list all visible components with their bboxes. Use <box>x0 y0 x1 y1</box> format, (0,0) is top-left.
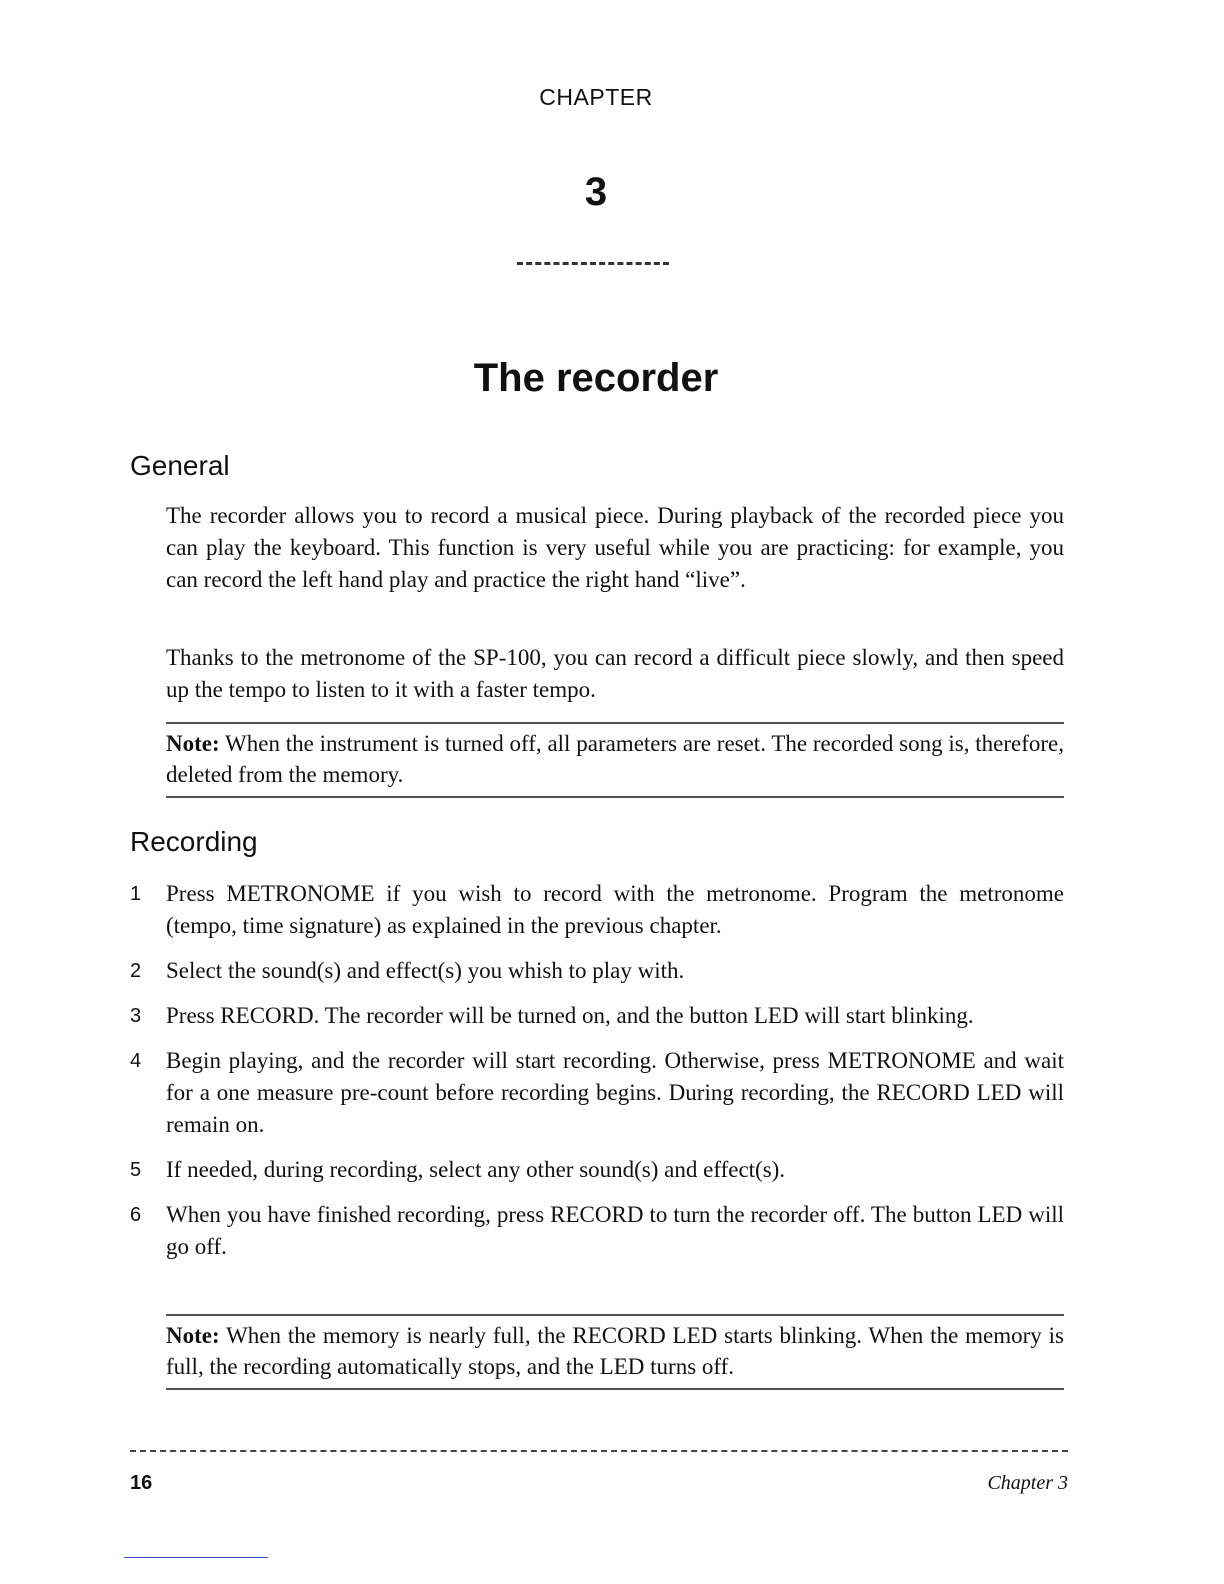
step-number: 5 <box>130 1159 142 1181</box>
step-text: When you have finished recording, press RECORD to turn the recorder off. The button LED will go off. <box>166 1202 1064 1259</box>
step-text: If needed, during recording, select any other sound(s) and effect(s). <box>166 1157 786 1182</box>
chapter-label: CHAPTER <box>539 84 653 110</box>
step-number: 1 <box>130 883 142 905</box>
step-item <box>130 1000 1064 1032</box>
note-text: When the memory is nearly full, the RECORD LED starts blinking. When the memory is full, the recording automatically stops, and the LED turns off. <box>166 1323 1064 1379</box>
step-item <box>130 1154 1064 1186</box>
recording-steps <box>130 878 1064 1276</box>
chapter-divider <box>517 262 669 265</box>
general-paragraph-1: The recorder allows you to record a musical piece. During playback of the recorded piece you can play the keyboard. This function is very useful while you are practicing: for example, you can record the left hand play and practice the right hand “live”. <box>166 503 1064 592</box>
recording-note <box>166 1314 1064 1390</box>
footer-chapter: Chapter 3 <box>987 1472 1068 1494</box>
step-number: 2 <box>130 960 142 982</box>
general-paragraph-2: Thanks to the metronome of the SP-100, you can record a difficult piece slowly, and then speed up the tempo to listen to it with a faster tempo. <box>166 645 1064 702</box>
note-label: Note: <box>166 731 220 756</box>
section-heading-recording: Recording <box>130 826 258 857</box>
page-number: 16 <box>130 1472 153 1494</box>
step-item <box>130 955 1064 987</box>
footer-divider <box>130 1450 1068 1452</box>
step-item <box>130 1045 1064 1141</box>
step-text: Press METRONOME if you wish to record with the metronome. Program the metronome (tempo, time signature) as explained in the previous chapter. <box>166 881 1064 938</box>
section-heading-general: General <box>130 450 230 481</box>
chapter-number: 3 <box>584 170 608 214</box>
step-text: Begin playing, and the recorder will start recording. Otherwise, press METRONOME and wait for a one measure pre-count before recording begins. During recording, the RECORD LED will remain on. <box>166 1048 1064 1137</box>
page-title: The recorder <box>473 356 719 400</box>
step-number: 4 <box>130 1050 142 1072</box>
bottom-edge-mark <box>124 1557 268 1558</box>
general-note <box>166 722 1064 798</box>
step-item <box>130 1199 1064 1263</box>
step-item <box>130 878 1064 942</box>
step-text: Press RECORD. The recorder will be turned on, and the button LED will start blinking. <box>166 1003 974 1028</box>
step-number: 6 <box>130 1204 142 1226</box>
note-label: Note: <box>166 1323 220 1348</box>
step-text: Select the sound(s) and effect(s) you whish to play with. <box>166 958 685 983</box>
step-number: 3 <box>130 1005 142 1027</box>
note-text: When the instrument is turned off, all parameters are reset. The recorded song is, therefore, deleted from the memory. <box>166 731 1064 787</box>
